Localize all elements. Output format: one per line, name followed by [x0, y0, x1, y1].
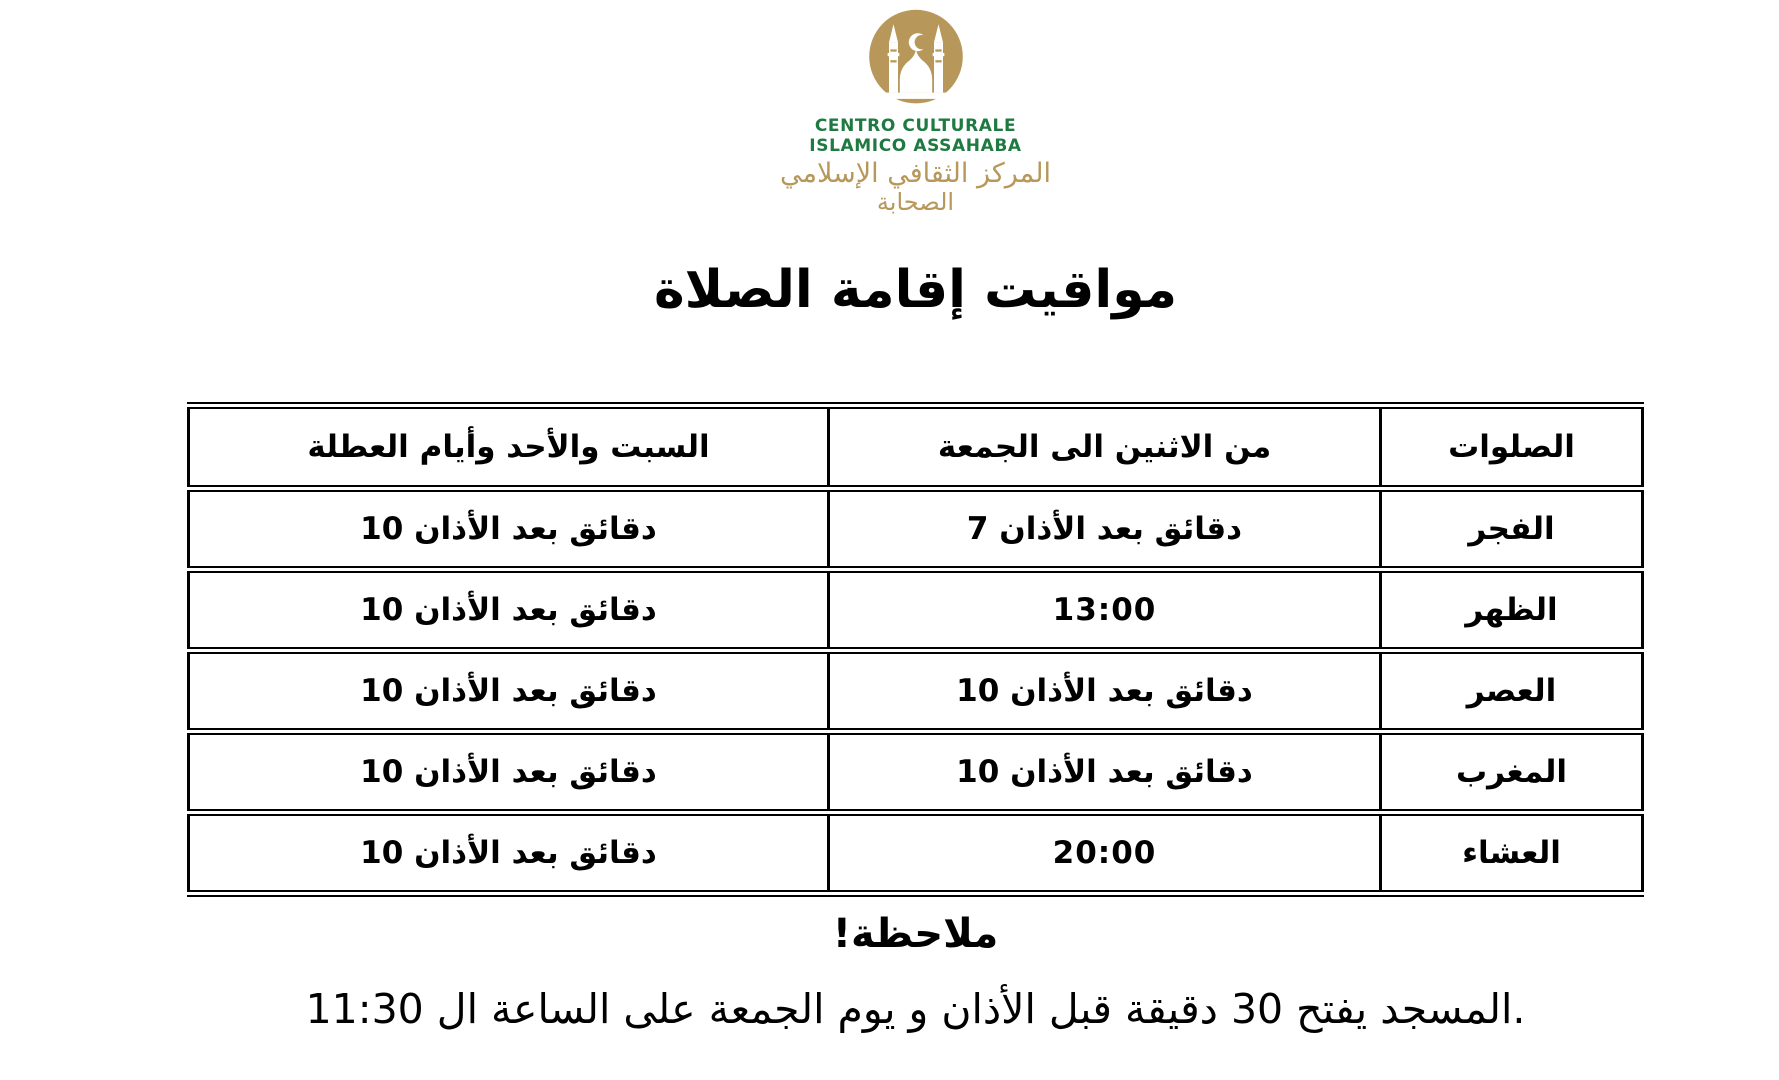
cell-fajr-weekdays: دقائق بعد الأذان 7	[829, 489, 1381, 570]
cell-fajr-name: الفجر	[1381, 489, 1643, 570]
org-name-arabic-line1: المركز الثقافي الإسلامي	[780, 158, 1051, 189]
table-row	[189, 570, 1643, 651]
cell-dhuhr-name: الظهر	[1381, 570, 1643, 651]
cell-asr-name: العصر	[1381, 651, 1643, 732]
table-row	[189, 489, 1643, 570]
org-name-line2: ISLAMICO ASSAHABA	[809, 136, 1022, 156]
table-row	[189, 813, 1643, 894]
table-row	[189, 732, 1643, 813]
cell-asr-weekdays: دقائق بعد الأذان 10	[829, 651, 1381, 732]
note-heading: ملاحظة!	[832, 911, 999, 957]
org-name-line1: CENTRO CULTURALE	[814, 116, 1017, 136]
mosque-crescent-logo-icon	[862, 8, 970, 116]
cell-dhuhr-weekend: دقائق بعد الأذان 10	[189, 570, 829, 651]
col-header-prayers: الصلوات	[1381, 406, 1643, 489]
cell-asr-weekend: دقائق بعد الأذان 10	[189, 651, 829, 732]
col-header-weekend: السبت والأحد وأيام العطلة	[189, 406, 829, 489]
prayer-times-table	[187, 402, 1644, 897]
cell-isha-weekend: دقائق بعد الأذان 10	[189, 813, 829, 894]
table-header-row	[189, 406, 1643, 489]
org-name-arabic-line2: الصحابة	[876, 188, 955, 216]
cell-maghrib-weekdays: دقائق بعد الأذان 10	[829, 732, 1381, 813]
cell-fajr-weekend: دقائق بعد الأذان 10	[189, 489, 829, 570]
logo	[26, 8, 1779, 116]
col-header-weekdays: من الاثنين الى الجمعة	[829, 406, 1381, 489]
note-body: .المسجد يفتح 30 دقيقة قبل الأذان و يوم الجمعة على الساعة ال 11:30	[305, 985, 1526, 1033]
cell-isha-weekdays: 20:00	[829, 813, 1381, 894]
cell-isha-name: العشاء	[1381, 813, 1643, 894]
page	[26, 0, 1779, 1033]
page-title: مواقيت إقامة الصلاة	[653, 260, 1178, 320]
cell-maghrib-weekend: دقائق بعد الأذان 10	[189, 732, 829, 813]
table-row	[189, 651, 1643, 732]
cell-maghrib-name: المغرب	[1381, 732, 1643, 813]
cell-dhuhr-weekdays: 13:00	[829, 570, 1381, 651]
